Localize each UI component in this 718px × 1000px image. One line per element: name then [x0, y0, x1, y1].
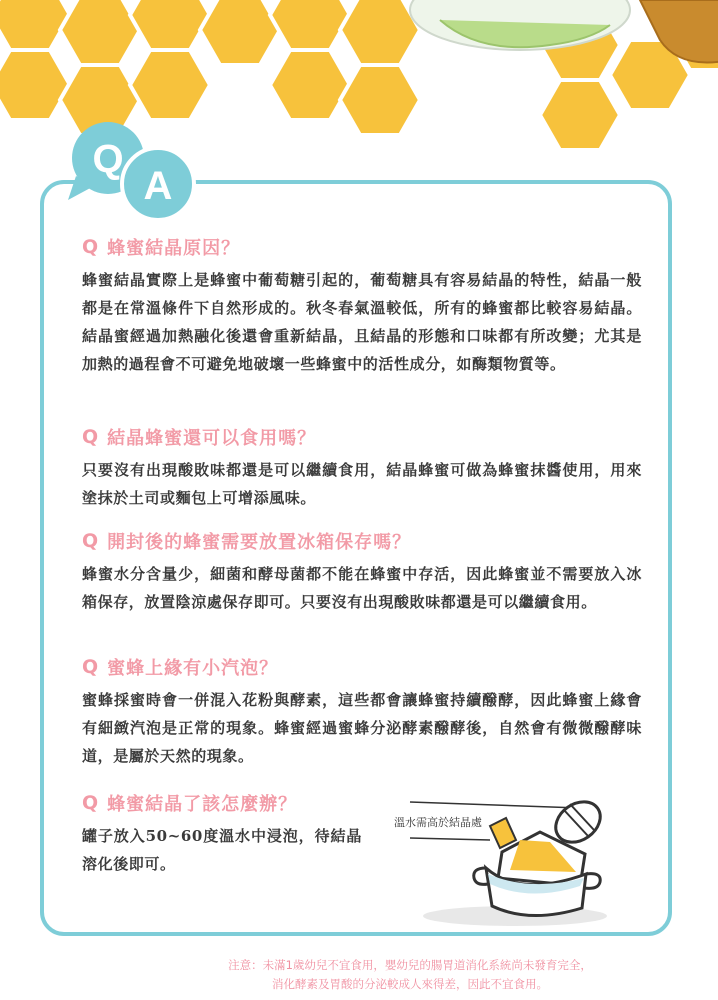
- answer-text: 蜜蜂採蜜時會一併混入花粉與酵素，這些都會讓蜂蜜持續醱酵，因此蜂蜜上緣會有細緻汽泡是正常的現象。蜂蜜經過蜜蜂分泌酵素醱酵後，自然會有微微醱酵味道，是屬於天然的現象。: [82, 691, 642, 765]
- question-heading: [82, 790, 382, 816]
- qa-item-2: [82, 424, 642, 512]
- qa-item-5: [82, 790, 362, 878]
- qa-item-4: [82, 654, 642, 770]
- qa-item-3: [82, 528, 642, 616]
- question-heading: [82, 654, 642, 680]
- question-text: 蜜蜂上緣有小汽泡？: [107, 658, 279, 679]
- answer-text: 罐子放入50~60度溫水中浸泡，待結晶溶化後即可。: [82, 827, 362, 873]
- badge-a-letter: A: [143, 164, 173, 208]
- illustration-label: 溫水需高於結晶處: [394, 816, 482, 829]
- question-q-marker: Q: [82, 792, 100, 814]
- question-q-marker: Q: [82, 426, 100, 448]
- question-heading: [82, 234, 642, 260]
- honey-bowl-decoration: [400, 0, 718, 80]
- footnote-line-2: 消化酵素及胃酸的分泌較成人來得差，因此不宜食用。: [272, 977, 548, 991]
- honey-jar-warm-water-illustration: [380, 782, 620, 932]
- footnote-line-1: 注意：未滿1歲幼兒不宜食用，嬰幼兒的腸胃道消化系統尚未發育完全，: [228, 958, 592, 972]
- question-text: 蜂蜜結晶原因？: [107, 238, 241, 259]
- qa-item-1: [82, 234, 642, 378]
- question-text: 結晶蜂蜜還可以食用嗎？: [107, 428, 317, 449]
- footnote: [150, 956, 670, 994]
- question-heading: [82, 424, 642, 450]
- answer-text: 只要沒有出現酸敗味都還是可以繼續食用，結晶蜂蜜可做為蜂蜜抹醬使用，用來塗抹於土司或麵包上可增添風味。: [82, 461, 642, 507]
- qa-badge: [60, 118, 210, 228]
- question-q-marker: Q: [82, 236, 100, 258]
- badge-q-letter: Q: [92, 137, 124, 181]
- question-q-marker: Q: [82, 656, 100, 678]
- question-heading: [82, 528, 642, 554]
- question-text: 開封後的蜂蜜需要放置冰箱保存嗎？: [107, 532, 412, 553]
- answer-text: 蜂蜜結晶實際上是蜂蜜中葡萄糖引起的，葡萄糖具有容易結晶的特性，結晶一般都是在常溫條件下自然形成的。秋冬春氣溫較低，所有的蜂蜜都比較容易結晶。結晶蜜經過加熱融化後還會重新結晶，且結晶的形態和口味都有所改變；尤其是加熱的過程會不可避免地破壞一些蜂蜜中的活性成分，如酶類物質等。: [82, 271, 642, 373]
- question-text: 蜂蜜結晶了該怎麼辦？: [107, 794, 298, 815]
- answer-text: 蜂蜜水分含量少，細菌和酵母菌都不能在蜂蜜中存活，因此蜂蜜並不需要放入冰箱保存，放置陰涼處保存即可。只要沒有出現酸敗味都還是可以繼續食用。: [82, 565, 642, 611]
- question-q-marker: Q: [82, 530, 100, 552]
